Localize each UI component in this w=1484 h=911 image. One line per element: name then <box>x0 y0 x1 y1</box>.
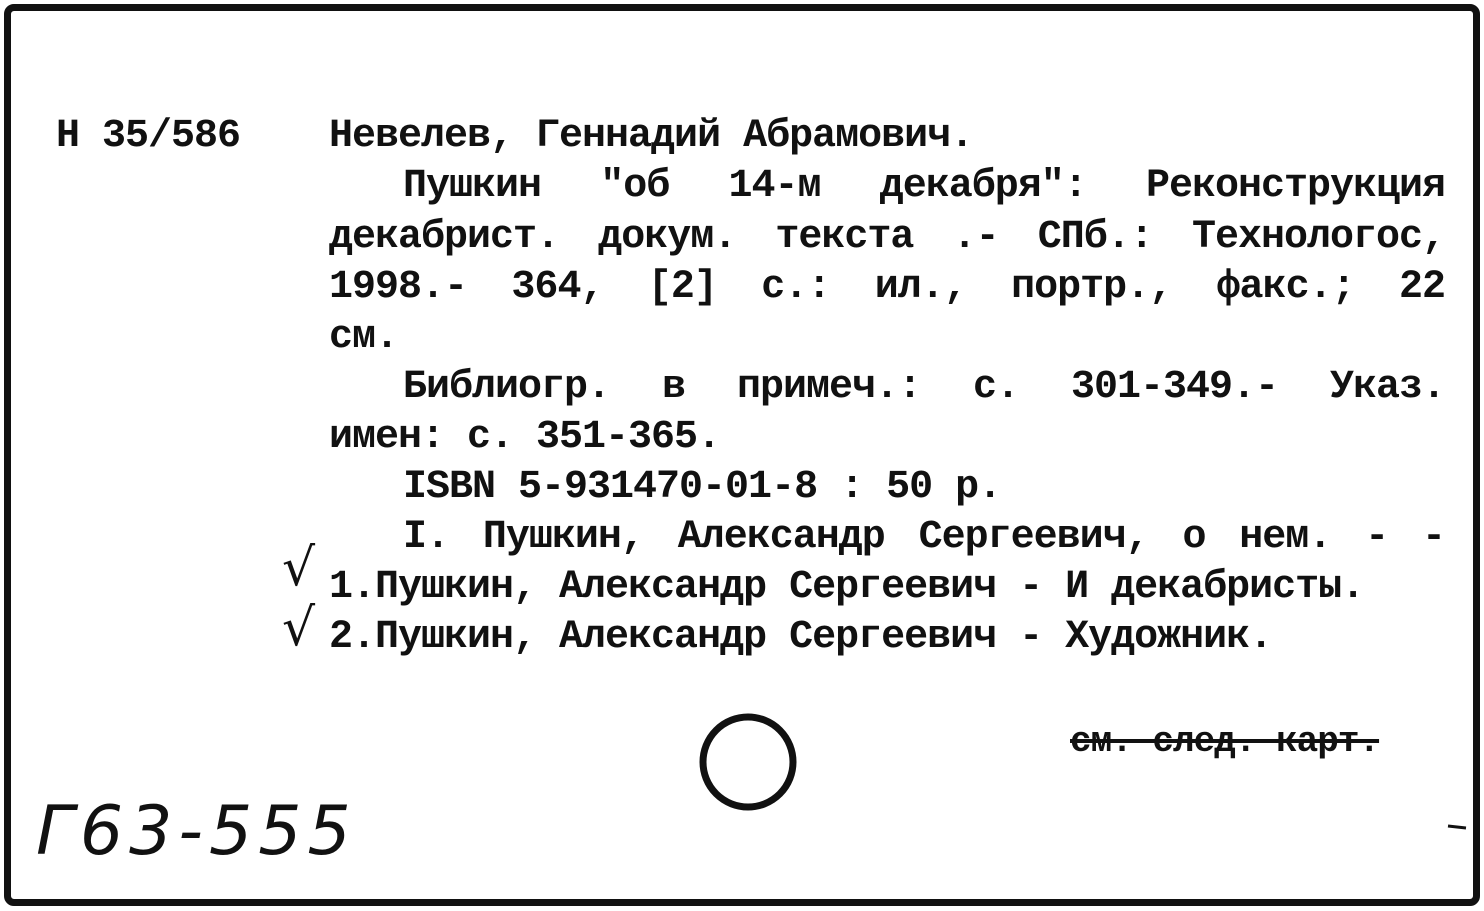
title-line-2: декабрист. докум. текста .- СПб.: Технологос, <box>329 215 1445 260</box>
title-line-3: 1998.- 364, [2] с.: ил., портр., факс.; 22 <box>329 265 1445 310</box>
checkmark-2: √ <box>282 598 316 658</box>
edge-mark <box>1448 826 1466 828</box>
note-line-2: имен: с. 351-365. <box>329 415 721 460</box>
punch-hole-circle <box>703 717 793 807</box>
subject-1: 1.Пушкин, Александр Сергеевич - И декабристы. <box>329 565 1365 610</box>
checkmark-1: √ <box>282 538 316 598</box>
subject-2: 2.Пушкин, Александр Сергеевич - Художник. <box>329 615 1273 660</box>
title-line-4: см. <box>329 315 399 360</box>
continuation-note: см. след. карт. <box>1070 721 1380 762</box>
isbn-line: ISBN 5-931470-01-8 : 50 р. <box>403 465 1002 510</box>
handwritten-number: Г63-555 <box>36 792 357 871</box>
note-line-1: Библиогр. в примеч.: с. 301-349.- Указ. <box>403 365 1445 410</box>
author-heading: Невелев, Геннадий Абрамович. <box>329 114 974 159</box>
call-number: Н 35/586 <box>56 114 241 159</box>
title-line-1: Пушкин "об 14-м декабря": Реконструкция <box>403 164 1445 209</box>
tracing-roman: I. Пушкин, Александр Сергеевич, о нем. - - <box>403 515 1445 560</box>
